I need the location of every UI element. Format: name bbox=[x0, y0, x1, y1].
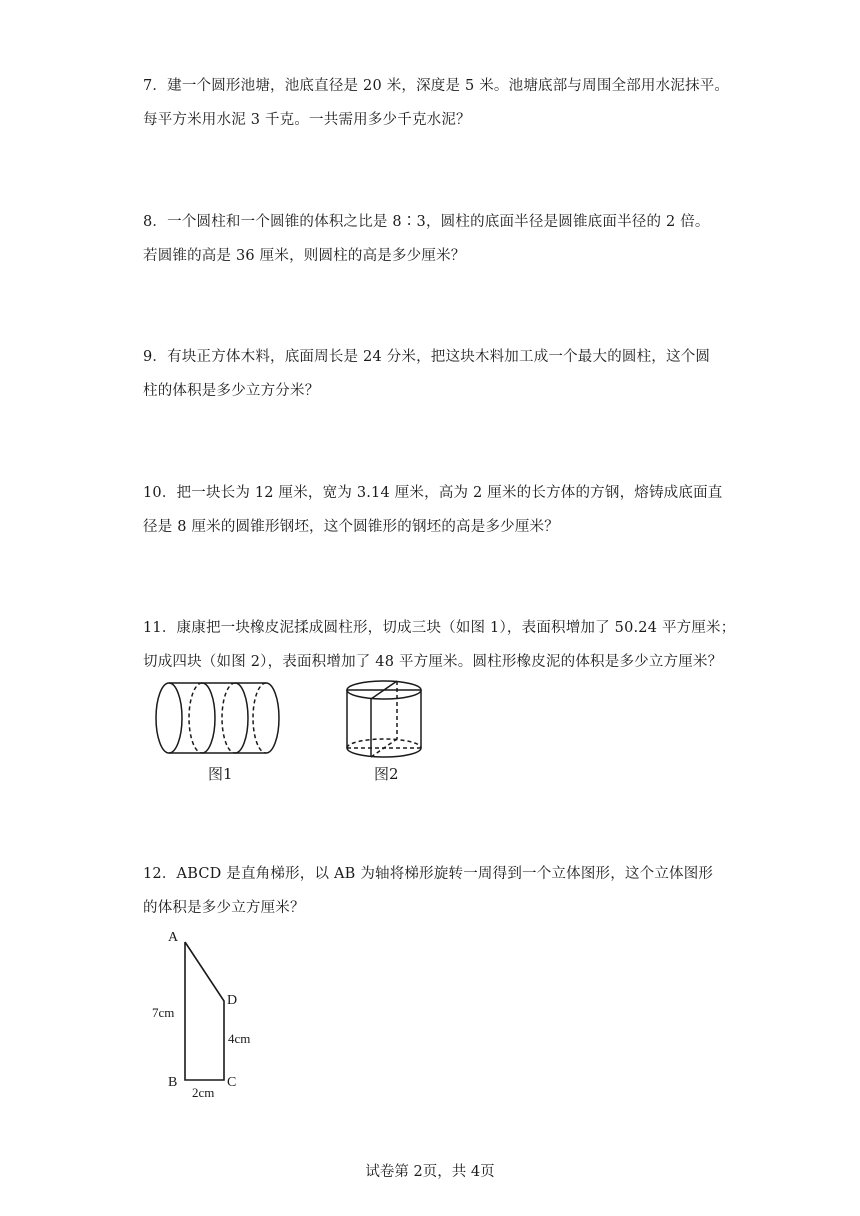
side-cd-length: 4cm bbox=[228, 1031, 251, 1046]
side-bc-length: 2cm bbox=[192, 1085, 215, 1100]
trapezoid-figure bbox=[150, 925, 265, 1105]
side-ab-length: 7cm bbox=[152, 1005, 175, 1020]
vertex-b-label: B bbox=[168, 1075, 178, 1090]
q11-line-1: 11．康康把一块橡皮泥揉成圆柱形，切成三块（如图 1），表面积增加了 50.24 平方厘米； bbox=[143, 620, 736, 636]
q10-line-2: 径是 8 厘米的圆锥形钢坯，这个圆锥形的钢坯的高是多少厘米？ bbox=[143, 519, 559, 535]
q7-line-1: 7．建一个圆形池塘，池底直径是 20 米，深度是 5 米。池塘底部与周围全部用水泥抹平。 bbox=[143, 78, 730, 94]
q7-line-2: 每平方米用水泥 3 千克。一共需用多少千克水泥？ bbox=[143, 112, 471, 128]
vertex-a-label: A bbox=[168, 930, 179, 945]
figure-1-caption: 图1 bbox=[208, 765, 233, 783]
q9-line-2: 柱的体积是多少立方分米？ bbox=[143, 383, 320, 399]
vertex-c-label: C bbox=[227, 1075, 237, 1090]
q9-line-1: 9．有块正方体木料，底面周长是 24 分米，把这块木料加工成一个最大的圆柱，这个圆 bbox=[143, 349, 711, 365]
figure-2-cylinder-four-pieces bbox=[342, 678, 426, 762]
q8-line-2: 若圆锥的高是 36 厘米，则圆柱的高是多少厘米？ bbox=[143, 248, 466, 264]
vertex-d-label: D bbox=[227, 993, 238, 1008]
figure-1-cylinder-three-pieces bbox=[150, 678, 290, 762]
figure-2-caption: 图2 bbox=[374, 765, 399, 783]
q8-line-1: 8．一个圆柱和一个圆锥的体积之比是 8∶3，圆柱的底面半径是圆锥底面半径的 2 倍。 bbox=[143, 214, 710, 230]
page-footer: 试卷第 2页，共 4页 bbox=[365, 1164, 495, 1180]
q11-line-2: 切成四块（如图 2），表面积增加了 48 平方厘米。圆柱形橡皮泥的体积是多少立方厘米？ bbox=[143, 654, 723, 670]
q12-line-2: 的体积是多少立方厘米？ bbox=[143, 900, 305, 916]
q12-line-1: 12．ABCD 是直角梯形，以 AB 为轴将梯形旋转一周得到一个立体图形，这个立体图形 bbox=[143, 866, 714, 882]
q10-line-1: 10．把一块长为 12 厘米，宽为 3.14 厘米，高为 2 厘米的长方体的方钢，熔铸成底面直 bbox=[143, 485, 723, 501]
